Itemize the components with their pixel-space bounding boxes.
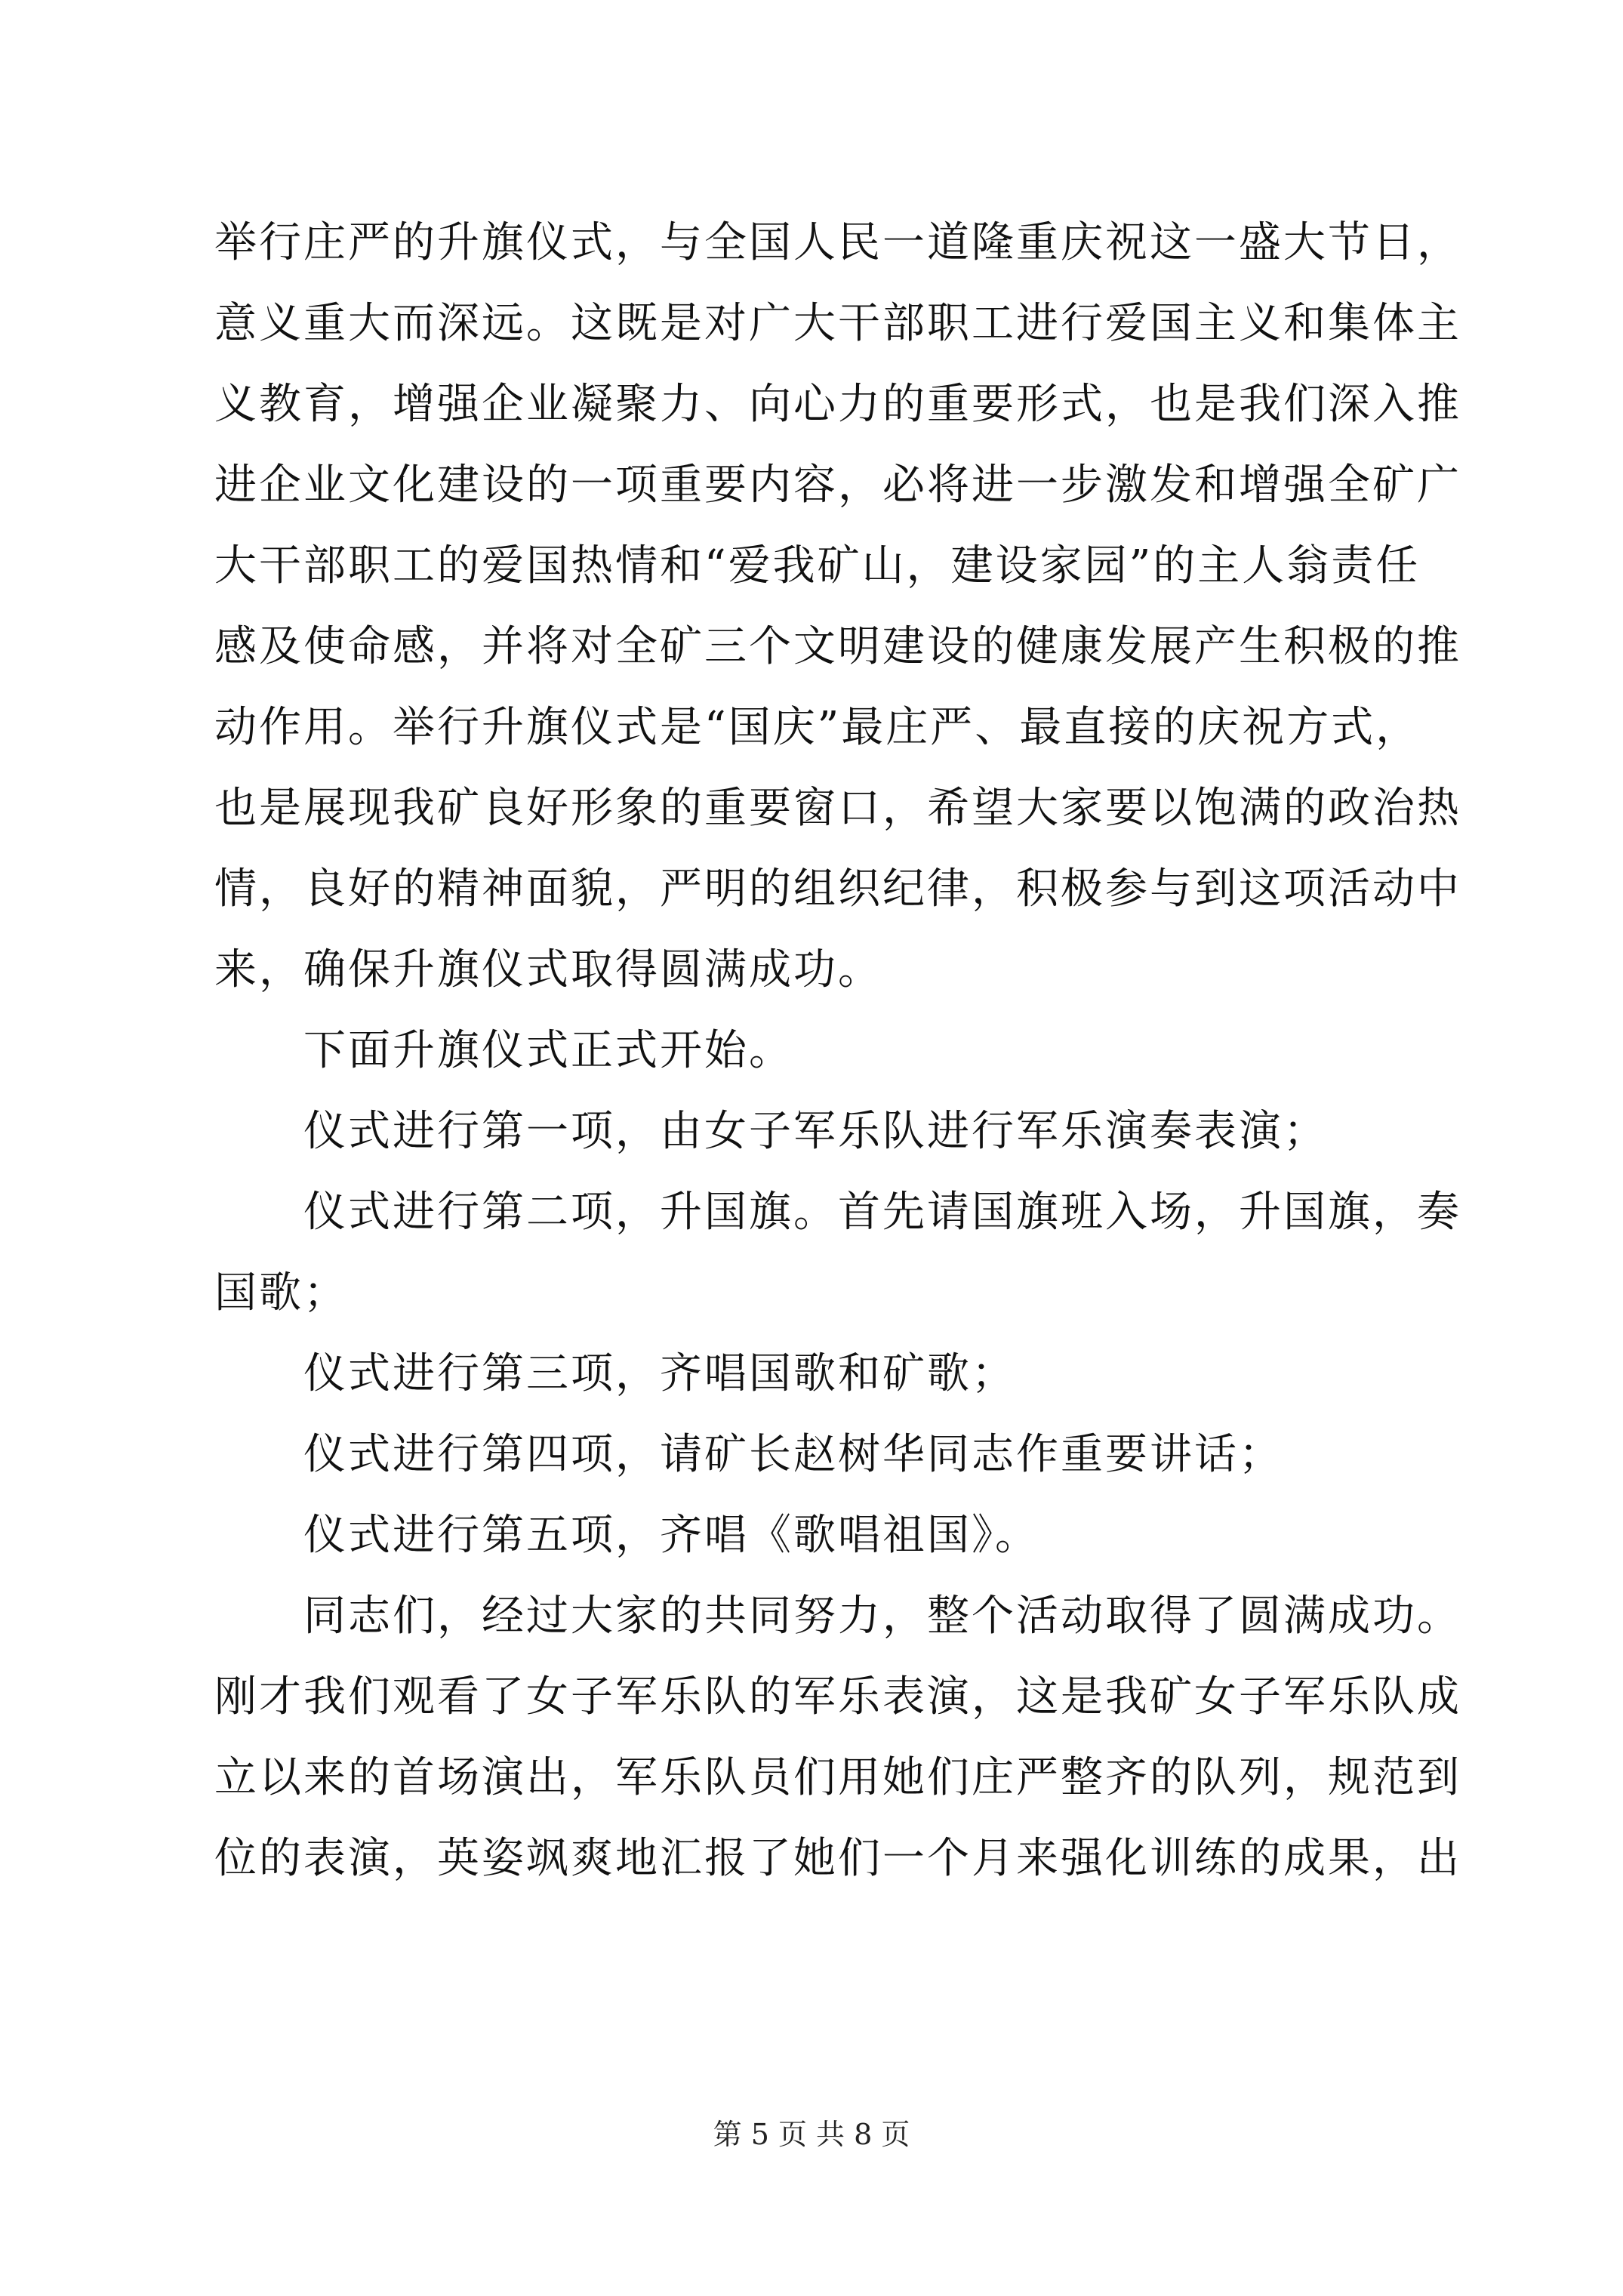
text-line: 刚才我们观看了女子军乐队的军乐表演，这是我矿女子军乐队成 (214, 1672, 1461, 1721)
text-line: 国歌； (214, 1268, 348, 1318)
body-text (214, 202, 1461, 1899)
text-line: 情，良好的精神面貌，严明的组织纪律，积极参与到这项活动中 (214, 864, 1461, 914)
page-footer: 第 5 页 共 8 页 (713, 2118, 910, 2151)
text-line: 立以来的首场演出，军乐队员们用她们庄严整齐的队列，规范到 (214, 1753, 1461, 1802)
text-line: 仪式进行第一项，由女子军乐队进行军乐演奏表演； (303, 1107, 1328, 1156)
text-line: 同志们，经过大家的共同努力，整个活动取得了圆满成功。 (303, 1592, 1461, 1641)
text-line: 举行庄严的升旗仪式，与全国人民一道隆重庆祝这一盛大节日， (214, 218, 1461, 267)
text-line: 大干部职工的爱国热情和“爱我矿山，建设家园”的主人翁责任 (214, 541, 1421, 590)
text-line: 仪式进行第四项，请矿长赵树华同志作重要讲话； (303, 1430, 1283, 1479)
text-line: 仪式进行第五项，齐唱《歌唱祖国》。 (303, 1511, 1039, 1560)
text-line: 仪式进行第三项，齐唱国歌和矿歌； (303, 1349, 1016, 1398)
text-line: 仪式进行第二项，升国旗。首先请国旗班入场，升国旗，奏 (303, 1188, 1461, 1237)
text-line: 动作用。举行升旗仪式是“国庆”最庄严、最直接的庆祝方式， (214, 703, 1421, 752)
text-line: 义教育，增强企业凝聚力、向心力的重要形式，也是我们深入推 (214, 380, 1461, 429)
text-line: 也是展现我矿良好形象的重要窗口，希望大家要以饱满的政治热 (214, 784, 1461, 833)
text-line: 来，确保升旗仪式取得圆满成功。 (214, 945, 882, 994)
text-line: 下面升旗仪式正式开始。 (303, 1026, 793, 1075)
text-line: 意义重大而深远。这既是对广大干部职工进行爱国主义和集体主 (214, 299, 1461, 348)
text-line: 位的表演，英姿飒爽地汇报了她们一个月来强化训练的成果，出 (214, 1834, 1461, 1883)
text-line: 进企业文化建设的一项重要内容，必将进一步激发和增强全矿广 (214, 461, 1461, 510)
text-line: 感及使命感，并将对全矿三个文明建设的健康发展产生积极的推 (214, 622, 1461, 671)
